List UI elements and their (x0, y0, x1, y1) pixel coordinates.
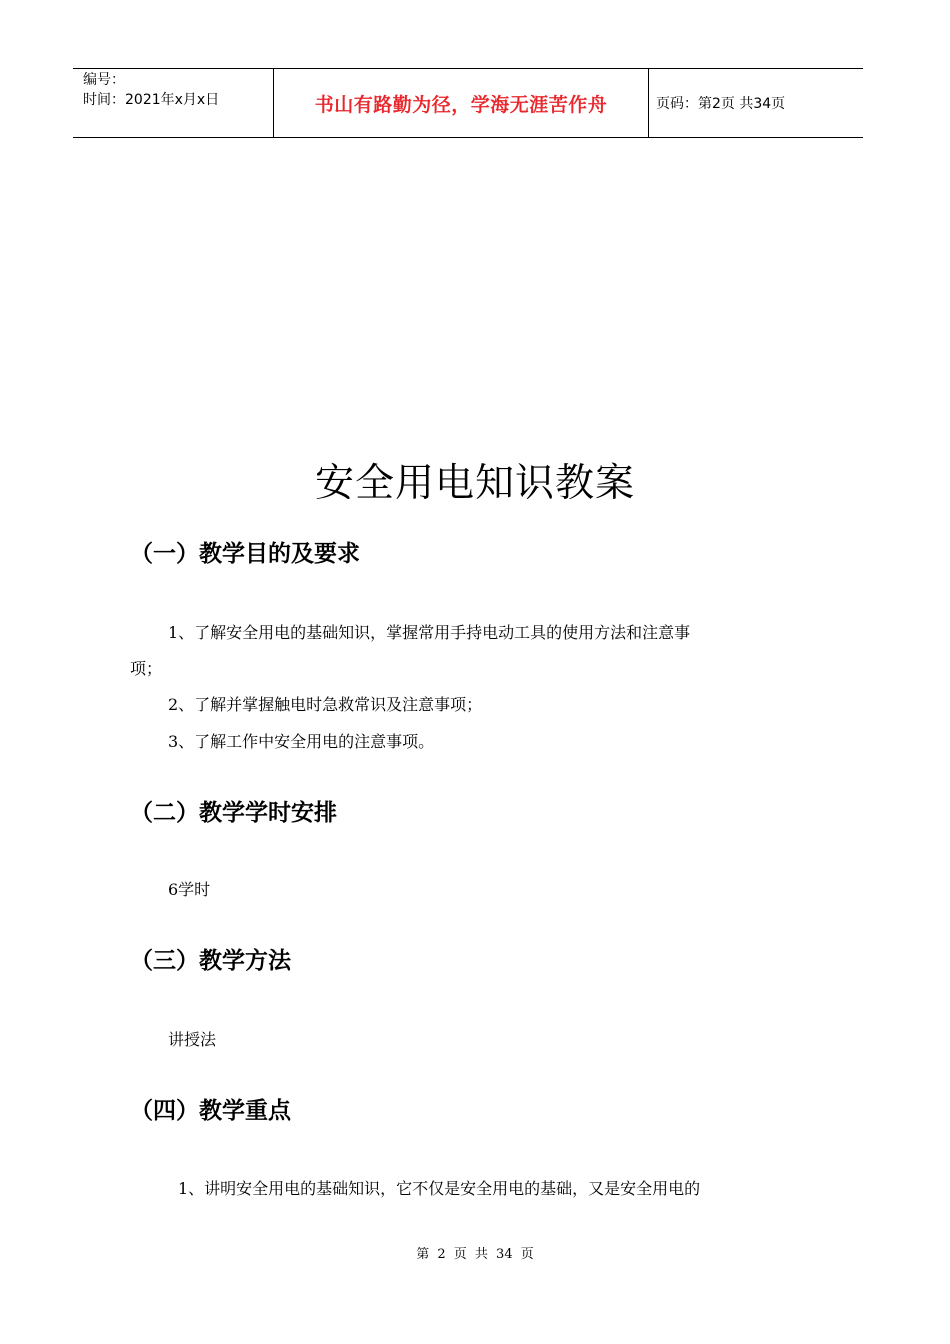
objective-line: 3、了解工作中安全用电的注意事项。 (168, 732, 435, 751)
page-footer: 第 2 页 共 34 页 (416, 1247, 534, 1262)
section-heading-objectives: （一）教学目的及要求 (130, 541, 360, 567)
header-left-cell (73, 69, 274, 137)
header-motto-cell (274, 69, 649, 137)
section-heading-hours: （二）教学学时安排 (130, 800, 337, 826)
date-line: 时间：2021年x月x日 (83, 92, 220, 108)
page-header (73, 68, 863, 138)
section-heading-method: （三）教学方法 (130, 948, 291, 974)
header-right-cell (649, 69, 863, 137)
hours-text: 6学时 (168, 880, 211, 899)
method-text: 讲授法 (168, 1030, 217, 1049)
objective-line: 2、了解并掌握触电时急救常识及注意事项； (168, 695, 483, 714)
serial-label: 编号： (83, 72, 125, 88)
document-title: 安全用电知识教案 (314, 461, 635, 506)
objective-line: 1、了解安全用电的基础知识，掌握常用手持电动工具的使用方法和注意事 (168, 623, 691, 642)
section-heading-key-points: （四）教学重点 (130, 1098, 291, 1124)
page-info: 页码：第2页 共34页 (656, 96, 786, 112)
motto-text: 书山有路勤为径，学海无涯苦作舟 (314, 93, 608, 116)
objective-line: 项； (130, 659, 163, 678)
key-point-line: 1、讲明安全用电的基础知识，它不仅是安全用电的基础，又是安全用电的 (178, 1179, 701, 1198)
